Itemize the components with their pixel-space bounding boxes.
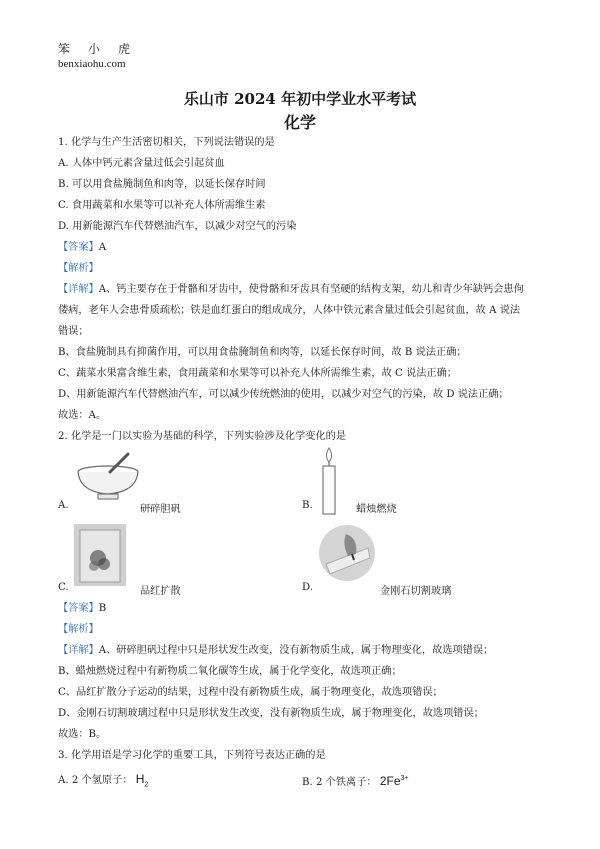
q3-option-b <box>302 772 409 790</box>
formula-symbol: H <box>135 772 145 786</box>
dye-diffusion-photo <box>74 524 126 586</box>
q3-option-a-label: A. 2 个氢原子： <box>58 775 133 786</box>
q2-option-c-caption: 品红扩散 <box>140 586 181 597</box>
q1-detail-line: 错误； <box>58 326 89 337</box>
q2-option-a-caption: 研碎胆矾 <box>140 504 181 515</box>
formula-symbol: 2Fe <box>379 774 401 788</box>
mortar-pestle-figure <box>70 452 150 504</box>
q1-detail-line <box>58 283 524 297</box>
detail-tag: 【详解】 <box>58 284 99 295</box>
q1-answer-value: A <box>98 242 107 253</box>
q1-detail-line: 故选：A。 <box>58 410 107 421</box>
q1-detail-text: A、钙主要存在于骨骼和牙齿中，使骨骼和牙齿具有坚硬的结构支架，幼儿和青少年缺钙会患佝 <box>98 284 524 295</box>
q2-detail-text: A、研碎胆矾过程中只是形状发生改变，没有新物质生成，属于物理变化，故选项错误； <box>98 645 494 656</box>
q2-detail-line: B、蜡烛燃烧过程中有新物质二氧化碳等生成，属于化学变化，故选项正确； <box>58 666 402 677</box>
q1-detail-line: D、用新能源汽车代替燃油汽车，可以减少传统燃油的使用，以减少对空气的污染，故 D 说法正确； <box>58 389 509 400</box>
q2-option-a-letter: A. <box>58 500 69 511</box>
q2-answer-value: B <box>98 603 107 614</box>
q1-stem: 1. 化学与生产生活密切相关，下列说法错误的是 <box>58 137 275 148</box>
q1-option-a: A. 人体中钙元素含量过低会引起贫血 <box>58 158 225 169</box>
q3-stem: 3. 化学用语是学习化学的重要工具，下列符号表达正确的是 <box>58 750 326 761</box>
candle-figure <box>316 446 342 516</box>
formula-superscript: 3+ <box>400 775 409 782</box>
q2-option-b-letter: B. <box>302 500 313 511</box>
q1-answer <box>58 241 106 255</box>
q1-option-d: D. 用新能源汽车代替燃油汽车，以减少对空气的污染 <box>58 221 297 232</box>
formula-subscript: 2 <box>144 781 149 789</box>
q1-analysis-tag: 【解析】 <box>58 263 99 274</box>
q2-stem: 2. 化学是一门以实验为基础的科学，下列实验涉及化学变化的是 <box>58 431 347 442</box>
q2-detail-line <box>58 644 493 658</box>
q3-option-a <box>58 772 148 792</box>
answer-tag: 【答案】 <box>58 603 99 614</box>
q2-option-c-letter: C. <box>58 582 69 593</box>
q2-detail-line: 故选：B。 <box>58 729 107 740</box>
q2-answer <box>58 602 106 616</box>
subject-title: 化学 <box>283 113 316 132</box>
q2-detail-line: C、品红扩散分子运动的结果，过程中没有新物质生成，属于物理变化，故选项错误； <box>58 687 443 698</box>
q3-option-b-formula <box>380 774 409 788</box>
brand-name: 笨小虎 <box>58 42 149 56</box>
q1-option-c: C. 食用蔬菜和水果等可以补充人体所需维生素 <box>58 200 266 211</box>
exam-title: 乐山市 2024 年初中学业水平考试 <box>183 90 417 108</box>
detail-tag: 【详解】 <box>58 645 99 656</box>
q2-option-b-caption: 蜡烛燃烧 <box>356 504 397 515</box>
diamond-cutting-glass-photo <box>318 524 376 582</box>
q1-detail-line: B、食盐腌制具有抑菌作用，可以用食盐腌制鱼和肉等，以延长保存时间，故 B 说法正确； <box>58 347 467 358</box>
q1-detail-line: C、蔬菜水果富含维生素，食用蔬菜和水果等可以补充人体所需维生素，故 C 说法正确； <box>58 368 457 379</box>
q1-option-b: B. 可以用食盐腌制鱼和肉等，以延长保存时间 <box>58 179 266 190</box>
q3-option-b-label: B. 2 个铁离子： <box>302 777 377 788</box>
q2-option-d-caption: 金刚石切割玻璃 <box>380 586 452 597</box>
answer-tag: 【答案】 <box>58 242 99 253</box>
q2-analysis-tag: 【解析】 <box>58 624 99 635</box>
brand-url[interactable]: benxiaohu.com <box>58 58 126 70</box>
q1-detail-line: 偻病，老年人会患骨质疏松；铁是血红蛋白的组成成分，人体中铁元素含量过低会引起贫血，故 A 说法 <box>58 305 521 316</box>
q2-detail-line: D、金刚石切割玻璃过程中只是形状发生改变，没有新物质生成，属于物理变化，故选项错误； <box>58 708 484 719</box>
q3-option-a-formula <box>135 772 149 789</box>
q2-option-d-letter: D. <box>302 582 314 593</box>
